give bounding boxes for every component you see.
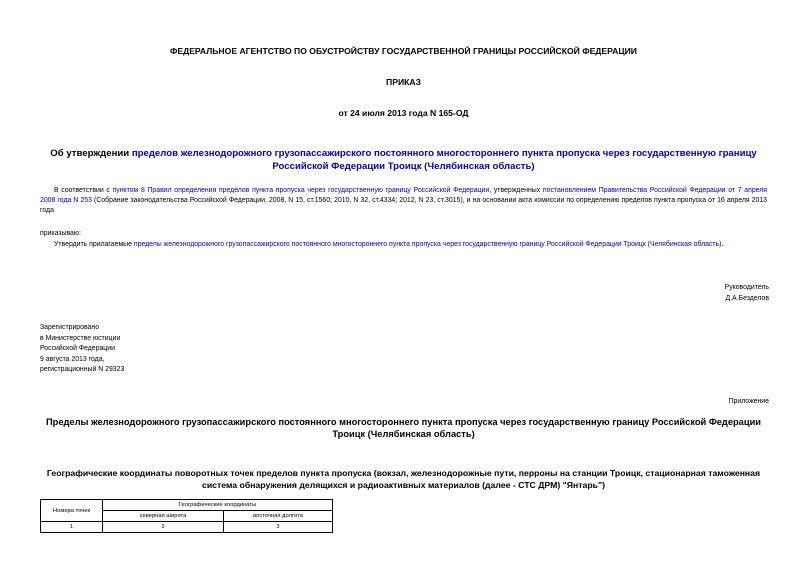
preamble-text-2: , утвержденных [489,187,543,194]
limits-link[interactable]: пределы железнодорожного грузопассажирского постоянного многостороннего пункта пропуска через государственную границу Российской Федерации Троицк (Челябинская область) [133,241,722,248]
appendix-title: Пределы железнодорожного грузопассажирского постоянного многостороннего пункта пропуска через государственную границу Российской Федерации Троицк (Челябинская область) [46,417,761,439]
registration-line: Зарегистрировано [40,324,100,331]
signature-block [725,282,769,304]
column-number: 3 [224,522,333,533]
col-header-geo: Географические координаты [103,500,333,511]
document-subject [40,147,767,173]
order-keyword: приказываю: [40,230,81,237]
preamble-text-3: (Собрание законодательства Российской Федерации, 2008, N 15, ст.1560; 2010, N 32, ст.4334; 2012, N 23, ст.3015), и на основании акта комиссии по определению пределов пункта пропуска от 16 апреля 2013 года [40,197,767,214]
col-header-lon: восточная долгота [224,511,333,522]
signer-name: Д.А.Безделов [725,295,769,302]
order-text-1: Утвердить прилагаемые [54,241,134,248]
document-date-number: от 24 июля 2013 года N 165-ОД [338,108,469,118]
col-header-lat: северная широта [103,511,224,522]
registration-line: в Министерстве юстиции [40,334,121,342]
appendix-label: Приложение [728,398,769,405]
signer-position: Руководитель [724,284,769,291]
subject-link[interactable]: пределов железнодорожного грузопассажирского постоянного многостороннего пункта пропуска через государственную границу Российской Федерации Троицк (Челябинская область) [131,148,757,172]
coordinates-title: Географические координаты поворотных точек пределов пункта пропуска (вокзал, железнодорожные пути, перроны на станции Троицк, стационарная таможенная система обнаружения делящихся и радиоактивных материалов (далее - СТС ДРМ) "Янтарь") [46,468,761,490]
order-paragraph [40,241,767,248]
subject-prefix: Об утверждении [50,148,132,159]
table-header-row [41,500,333,511]
document-type: ПРИКАЗ [386,77,421,87]
registration-line: 9 августа 2013 года, [40,355,105,363]
order-text-2: . [721,241,724,248]
preamble-paragraph [40,186,767,216]
coordinates-table [40,499,333,533]
registration-block [40,323,124,376]
agency-name: ФЕДЕРАЛЬНОЕ АГЕНТСТВО ПО ОБУСТРОЙСТВУ ГОСУДАРСТВЕННОЙ ГРАНИЦЫ РОССИЙСКОЙ ФЕДЕРАЦИИ [170,46,637,56]
preamble-text-1: В соответствии с [54,187,113,194]
registration-line: Российской Федерации [40,345,115,353]
rules-point-8-link[interactable]: пунктом 8 Правил определения пределов пункта пропуска через государственную границу Российской Федерации [112,187,490,194]
government-resolution-link[interactable]: постановлением Правительства Российской Федерации от 7 апреля 2008 года N 253 [40,187,768,204]
column-number: 1 [41,522,103,533]
column-number: 2 [103,522,224,533]
table-row [41,522,333,533]
col-header-point: Номера точек [41,500,103,522]
registration-line: регистрационный N 29323 [40,366,125,374]
